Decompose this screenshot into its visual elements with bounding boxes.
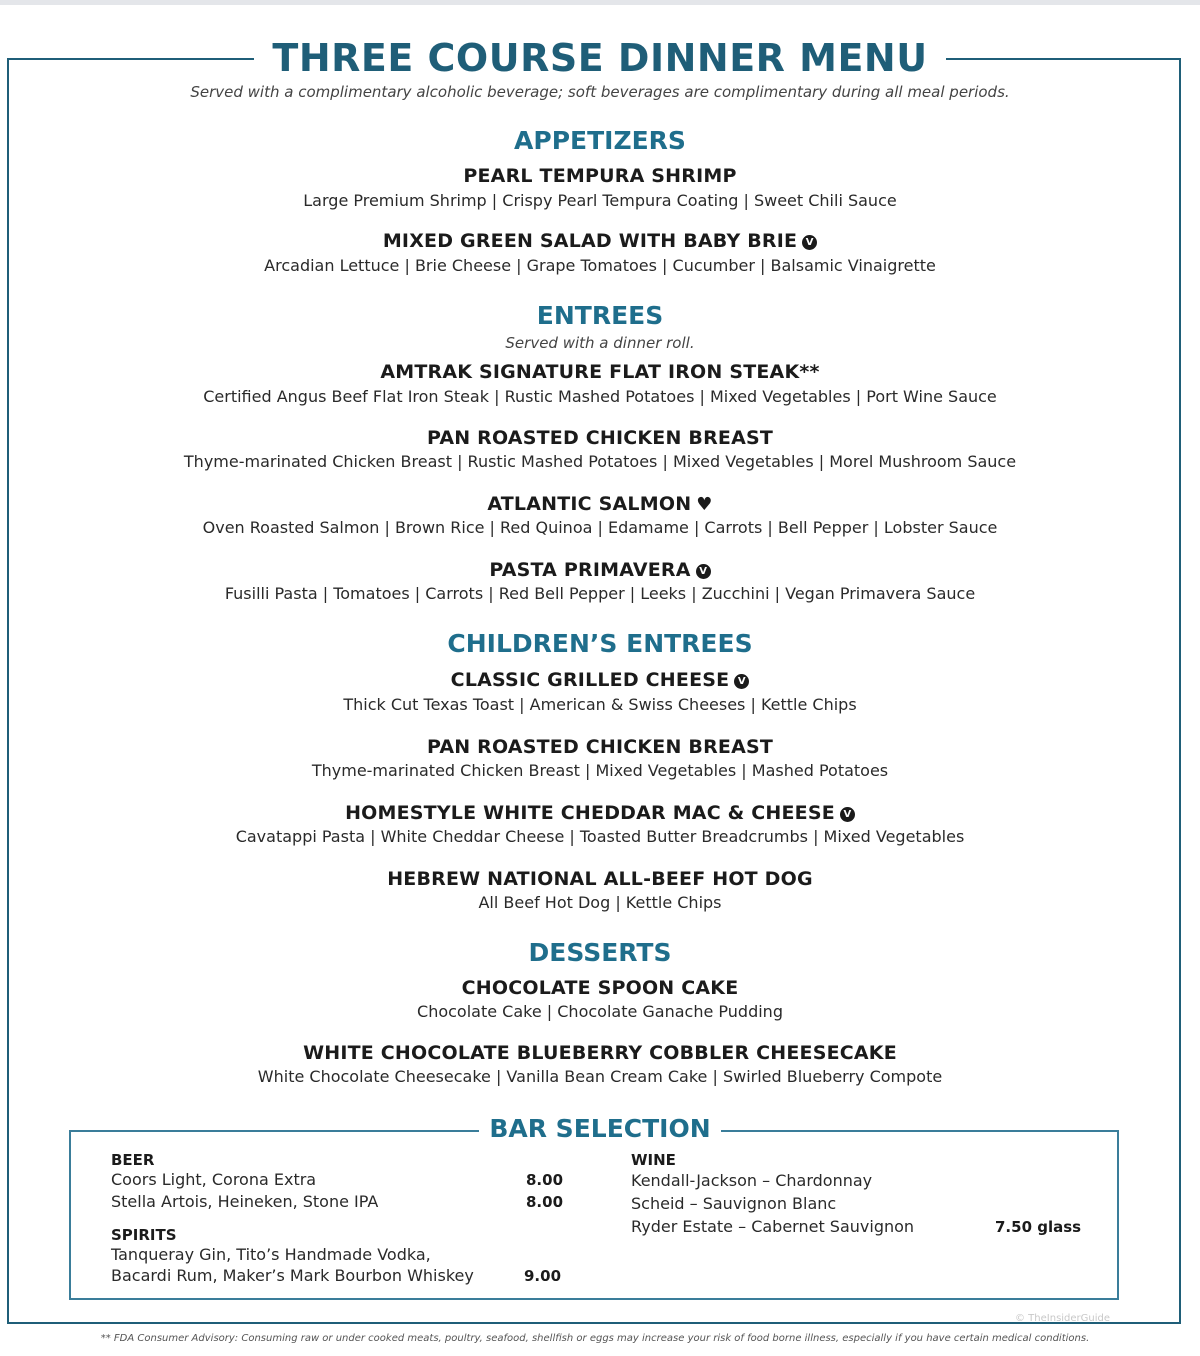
entree-name: ATLANTIC SALMON ♥ [487,493,713,515]
entree-name: PAN ROASTED CHICKEN BREAST [426,427,774,449]
section-heading-desserts: DESSERTS [528,938,672,967]
childrens-entree-description: All Beef Hot Dog | Kettle Chips [478,893,722,912]
dessert-name: WHITE CHOCOLATE BLUEBERRY COBBLER CHEESECAKE [303,1042,897,1064]
entree-description: Thyme-marinated Chicken Breast | Rustic Mashed Potatoes | Mixed Vegetables | Morel Mushroom Sauce [183,452,1017,471]
entree-name: PASTA PRIMAVERA V [0,559,1200,581]
section-heading-bar-selection: BAR SELECTION [0,1114,1200,1143]
entree-name: AMTRAK SIGNATURE FLAT IRON STEAK** [380,361,820,383]
bar-wine-label: WINE [631,1151,676,1169]
watermark: © TheInsiderGuide [1015,1313,1111,1324]
entrees-note: Served with a dinner roll. [505,334,695,352]
section-heading-entrees: ENTREES [536,301,664,330]
bar-wine-price: 7.50 glass [995,1218,1082,1236]
bar-wine-line: Scheid – Sauvignon Blanc [631,1194,837,1213]
childrens-entree-name: CLASSIC GRILLED CHEESE V [0,669,1200,691]
top-divider [0,0,1200,5]
childrens-entree-name: HEBREW NATIONAL ALL-BEEF HOT DOG [387,868,813,890]
bar-beer-line: Coors Light, Corona Extra [111,1170,317,1189]
bar-spirits-line: Bacardi Rum, Maker’s Mark Bourbon Whiskey [111,1266,474,1285]
menu-subtitle: Served with a complimentary alcoholic beverage; soft beverages are complimentary during all meal periods. [190,83,1010,101]
bar-beer-line: Stella Artois, Heineken, Stone IPA [111,1192,379,1211]
appetizer-description: Large Premium Shrimp | Crispy Pearl Tempura Coating | Sweet Chili Sauce [303,191,897,210]
appetizer-description: Arcadian Lettuce | Brie Cheese | Grape Tomatoes | Cucumber | Balsamic Vinaigrette [264,256,936,275]
bar-beer-label: BEER [111,1151,155,1169]
bar-beer-price: 8.00 [526,1171,564,1189]
section-heading-childrens-entrees: CHILDREN’S ENTREES [447,629,753,658]
dessert-description: White Chocolate Cheesecake | Vanilla Bean Cream Cake | Swirled Blueberry Compote [257,1067,943,1086]
bar-wine-line: Ryder Estate – Cabernet Sauvignon [631,1217,915,1236]
childrens-entree-description: Cavatappi Pasta | White Cheddar Cheese | Toasted Butter Breadcrumbs | Mixed Vegetables [235,827,965,846]
fda-advisory-footnote: ** FDA Consumer Advisory: Consuming raw or under cooked meats, poultry, seafood, shellfish or eggs may increase your risk of food borne illness, especially if you have certain medical conditions. [100,1333,1090,1344]
appetizer-name: MIXED GREEN SALAD WITH BABY BRIE V [0,230,1200,252]
bar-spirits-price: 9.00 [524,1267,562,1285]
bar-spirits-label: SPIRITS [111,1226,177,1244]
menu-title: THREE COURSE DINNER MENU [0,32,1200,84]
vegetarian-icon: V [802,235,817,250]
childrens-entree-description: Thyme-marinated Chicken Breast | Mixed Vegetables | Mashed Potatoes [311,761,889,780]
dessert-name: CHOCOLATE SPOON CAKE [461,977,739,999]
childrens-entree-description: Thick Cut Texas Toast | American & Swiss Cheeses | Kettle Chips [343,695,857,714]
bar-wine-line: Kendall-Jackson – Chardonnay [631,1171,873,1190]
heart-healthy-icon: ♥ [696,494,713,515]
childrens-entree-name: PAN ROASTED CHICKEN BREAST [426,736,774,758]
section-heading-appetizers: APPETIZERS [514,126,686,155]
bar-spirits-line: Tanqueray Gin, Tito’s Handmade Vodka, [111,1245,431,1264]
appetizer-name: PEARL TEMPURA SHRIMP [463,165,737,187]
vegetarian-icon: V [696,564,711,579]
vegetarian-icon: V [840,807,855,822]
entree-description: Fusilli Pasta | Tomatoes | Carrots | Red Bell Pepper | Leeks | Zucchini | Vegan Primavera Sauce [224,584,976,603]
entree-description: Certified Angus Beef Flat Iron Steak | Rustic Mashed Potatoes | Mixed Vegetables | Port Wine Sauce [203,387,997,406]
childrens-entree-name: HOMESTYLE WHITE CHEDDAR MAC & CHEESE V [0,802,1200,824]
vegetarian-icon: V [734,674,749,689]
dessert-description: Chocolate Cake | Chocolate Ganache Pudding [417,1002,783,1021]
bar-beer-price: 8.00 [526,1193,564,1211]
entree-description: Oven Roasted Salmon | Brown Rice | Red Quinoa | Edamame | Carrots | Bell Pepper | Lobster Sauce [202,518,998,537]
